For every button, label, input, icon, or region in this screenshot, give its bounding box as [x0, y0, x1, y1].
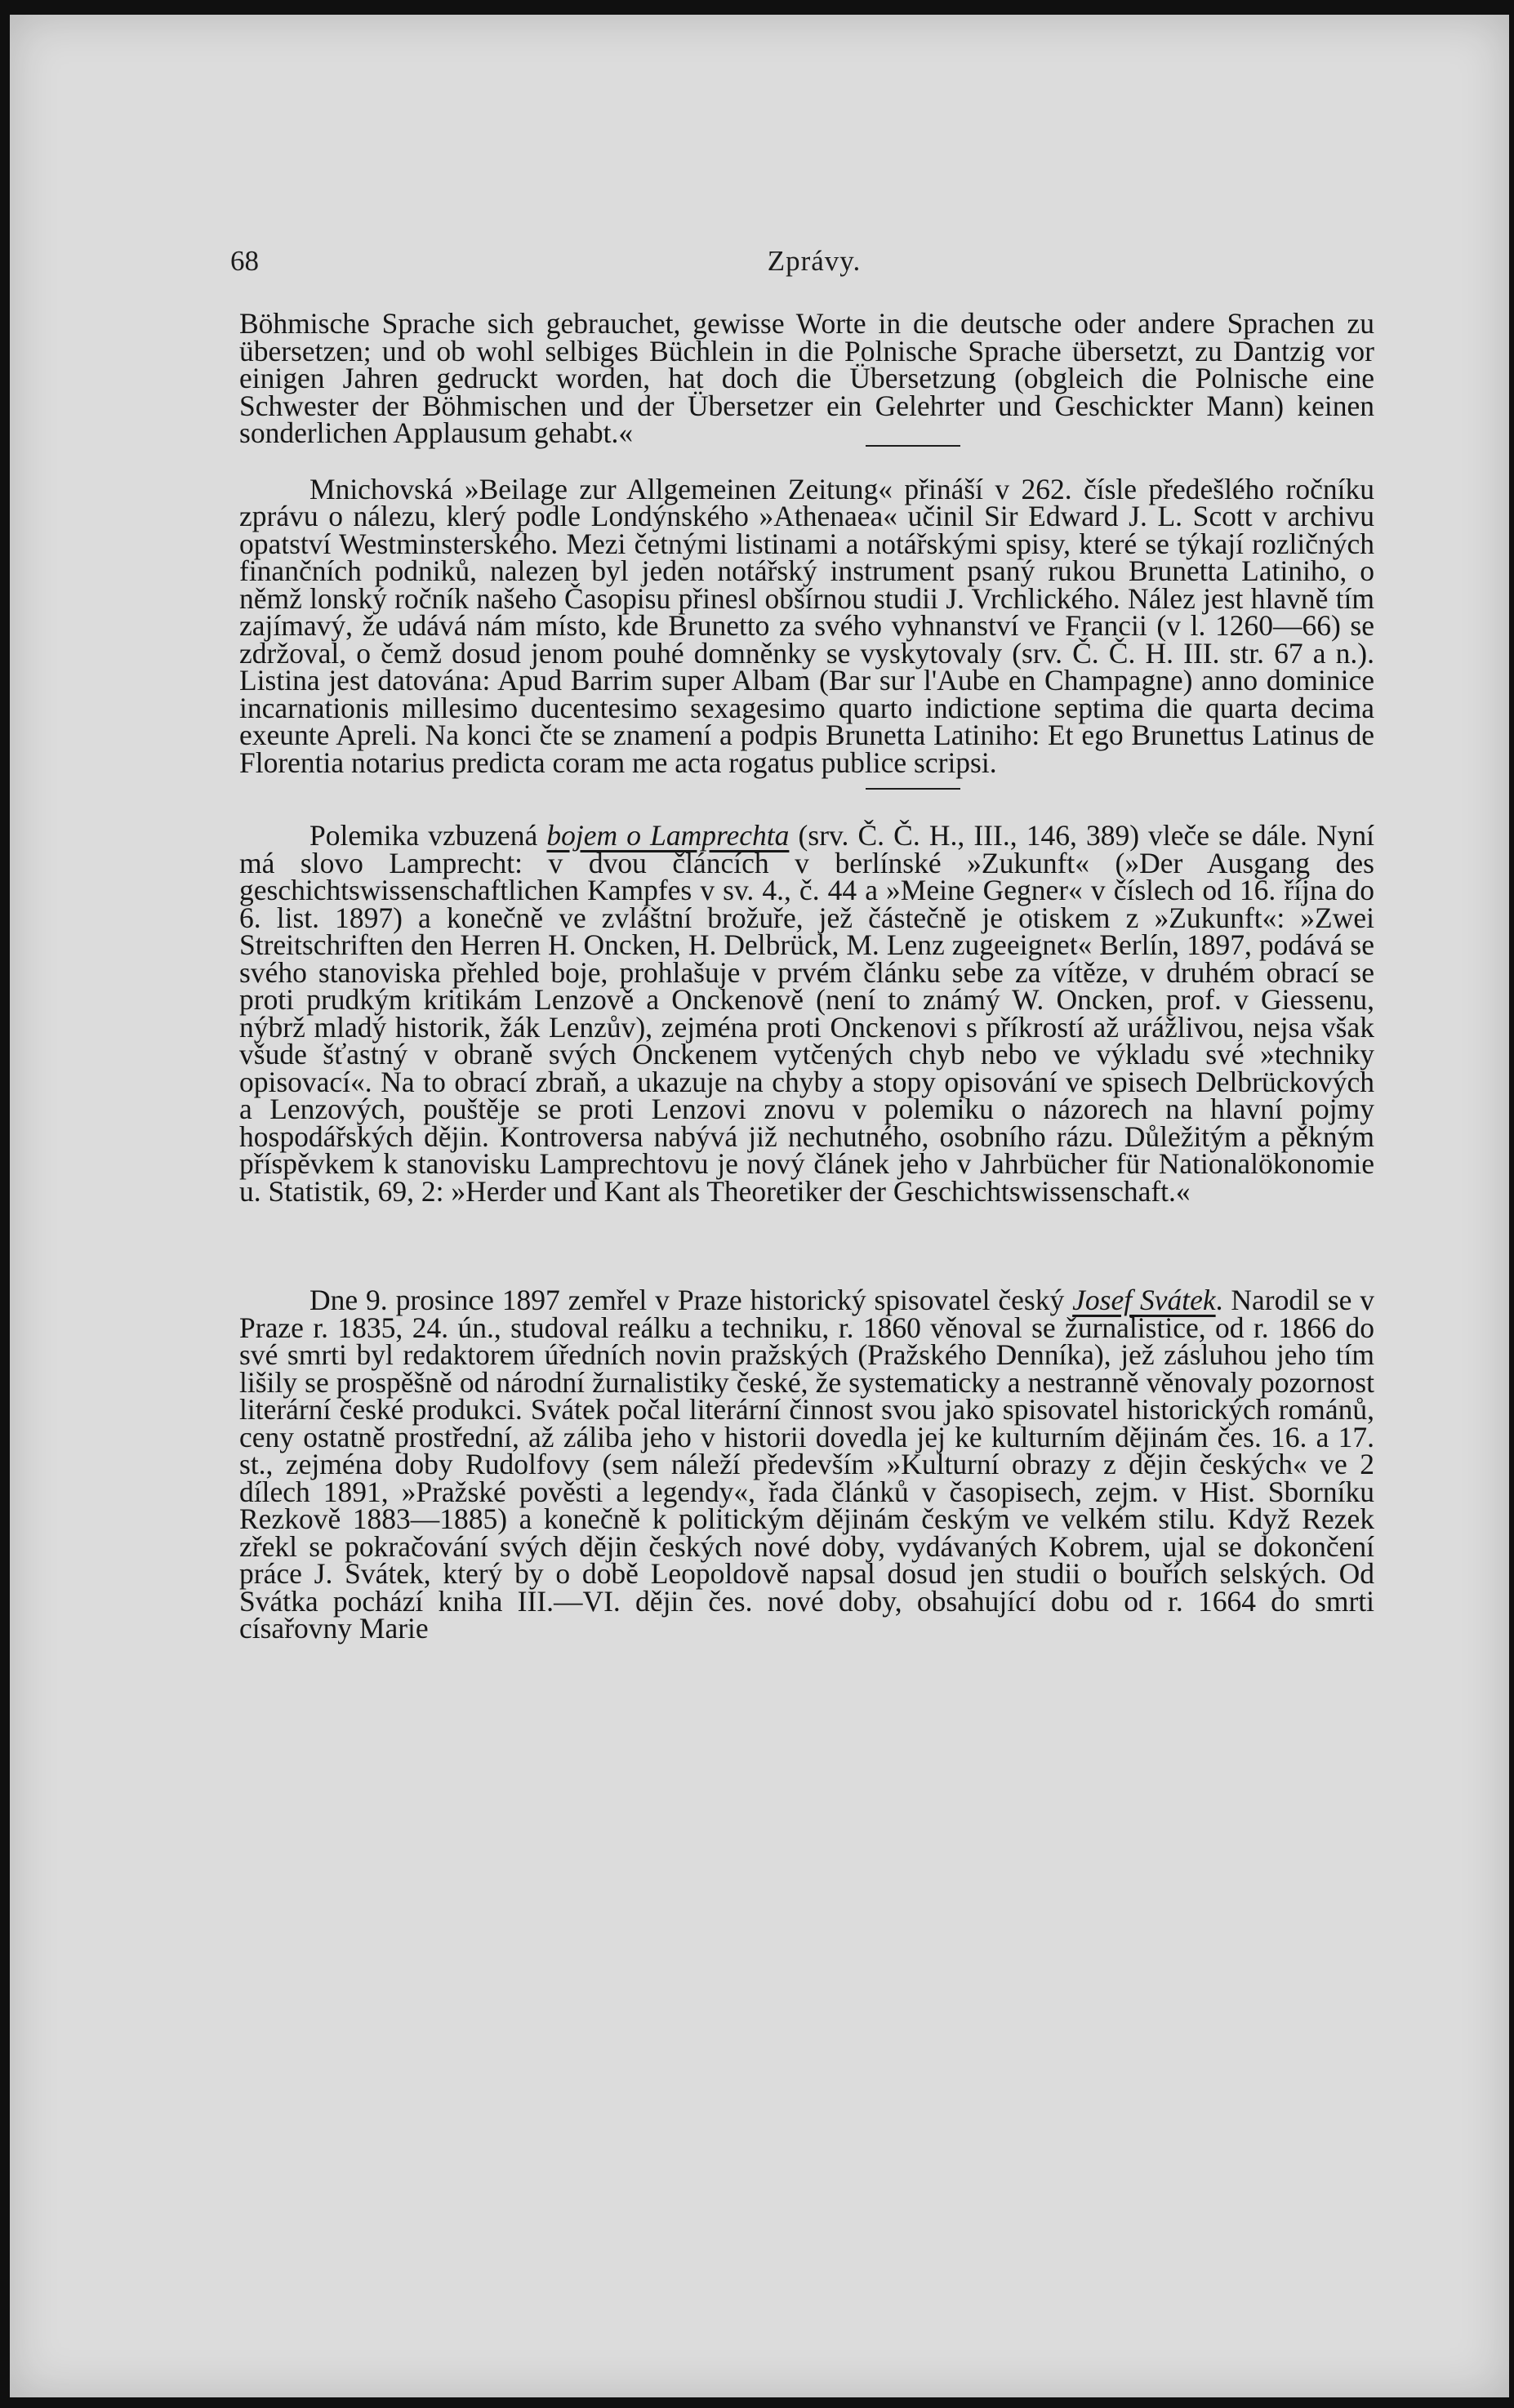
- section-divider: [866, 445, 960, 447]
- lead-text: Dne 9. prosince 1897 zemřel v Praze historický spisovatel český: [309, 1284, 1073, 1316]
- paragraph-lamprecht: [239, 819, 1375, 1208]
- body-text: [239, 307, 1375, 1645]
- lead-text: Polemika vzbuzená: [309, 819, 547, 852]
- page-number: 68: [230, 245, 259, 277]
- page-header: [230, 237, 1398, 286]
- running-title: Zprávy.: [767, 245, 862, 277]
- emphasis-josef-svatek: Josef Svátek: [1072, 1284, 1216, 1316]
- rest-text: (srv. Č. Č. H., III., 146, 389) vleče se dále. Nyní má slovo Lamprecht: v dvou článcích v berlínské »Zukunft« (»Der Ausgang des geschichtswissenschaftlichen Kampfes v sv. 4., č. 44 a »Meine Gegner« v číslech od 16. října do 6. list. 1897) a konečně ve zvláštní brožuře, jež částečně je otiskem z »Zukunft«: »Zwei Streitschriften den Herren H. Oncken, H. Delbrück, M. Lenz zugeeignet« Berlín, 1897, podává se svého stanoviska přehled boje, prohlašuje v prvém článku sebe za vítěze, v druhém obrací se proti prudkým kritikám Lenzově a Onckenově (není to známý W. Oncken, prof. v Giessenu, nýbrž mladý historik, žák Lenzův), zejména proti Onckenovi s příkrostí až urážlivou, nejsa však všude šťastný v obraně svých Onckenem vytčených chyb nebo ve výkladu své »techniky opisovací«. Na to obrací zbraň, a ukazuje na chyby a stopy opisování ve spisech Delbrückových a Lenzových, pouštěje se proti Lenzovi znovu v polemiku o názorech na hlavní pojmy hospodářských dějin. Kontroversa nabývá již nechutného, osobního rázu. Důležitým a pěkným příspěvkem k stanovisku Lamprechtovu je nový článek jeho v Jahrbücher für Nationalökonomie u. Statistik, 69, 2: »Herder und Kant als Theoretiker der Geschichtswissenschaft.«: [239, 819, 1375, 1208]
- paragraph-german-quote: Böhmische Sprache sich gebrauchet, gewisse Worte in die deutsche oder andere Sprachen zu übersetzen; und ob wohl selbiges Büchlein in die Polnische Sprache übersetzt, zu Dantzig vor einigen Jahren gedruckt worden, hat doch die Übersetzung (obgleich die Polnische eine Schwester der Böhmischen und der Übersetzer ein Gelehrter und Geschickter Mann) keinen sonderlichen Applausum gehabt.«: [239, 307, 1374, 449]
- paragraph-svatek: [239, 1284, 1375, 1645]
- spacer: [239, 1205, 1374, 1287]
- emphasis-bojem-o-lamprechta: bojem o Lamprechta: [546, 819, 790, 852]
- section-divider: [866, 788, 960, 790]
- paragraph-brunetto: Mnichovská »Beilage zur Allgemeinen Zeitung« přináší v 262. čísle předešlého ročníku zprávu o nálezu, klerý podle Londýnského »Athenaea« učinil Sir Edward J. L. Scott v archivu opatství Westminsterského. Mezi četnými listinami a notářskými spisy, které se týkají rozličných finančních podniků, nalezen byl jeden notářský instrument psaný rukou Brunetta Latiniho, o němž lonský ročník našeho Časopisu přinesl obšírnou studii J. Vrchlického. Nález jest hlavně tím zajímavý, že udává nám místo, kde Brunetto za svého vyhnanství ve Francii (v l. 1260—66) se zdržoval, o čemž dosud jenom pouhé domněnky se vyskytovaly (srv. Č. Č. H. III. str. 67 a n.). Listina jest datována: Apud Barrim super Albam (Bar sur l'Aube en Champagne) anno dominice incarnationis millesimo ducentesimo sexagesimo quarto indictione septima die quarta decima exeunte Apreli. Na konci čte se znamení a podpis Brunetta Latiniho: Et ego Brunettus Latinus de Florentia notarius predicta coram me acta rogatus publice scripsi.: [239, 472, 1374, 779]
- rest-text: . Narodil se v Praze r. 1835, 24. ún., studoval reálku a techniku, r. 1860 věnoval se žurnalistice, od r. 1866 do své smrti byl redaktorem úředních novin pražských (Pražského Denníka), jež zásluhou jeho tím lišily se prospěšně od národní žurnalistiky české, že systematicky a nestranně věnovaly pozornost literární české produkci. Svátek počal literární činnost svou jako spisovatel historických románů, ceny ostatně prostřední, až záliba jeho v historii dovedla jej ke kulturním dějinám čes. 16. a 17. st., zejména doby Rudolfovy (sem náleží především »Kulturní obrazy z dějin českých« ve 2 dílech 1891, »Pražské pověsti a legendy«, řada článků v časopisech, zejm. v Hist. Sborníku Rezkově 1883—1885) a konečně k politickým dějinám českým ve velkém stilu. Když Rezek zřekl se pokračování svých dějin českých nové doby, vydávaných Kobrem, ujal se dokončení práce J. Svátek, který by o době Leopoldově napsal dosud jen studii o bouřích selských. Od Svátka pochází kniha III.—VI. dějin čes. nové doby, obsahující dobu od r. 1664 do smrti císařovny Marie: [239, 1284, 1375, 1645]
